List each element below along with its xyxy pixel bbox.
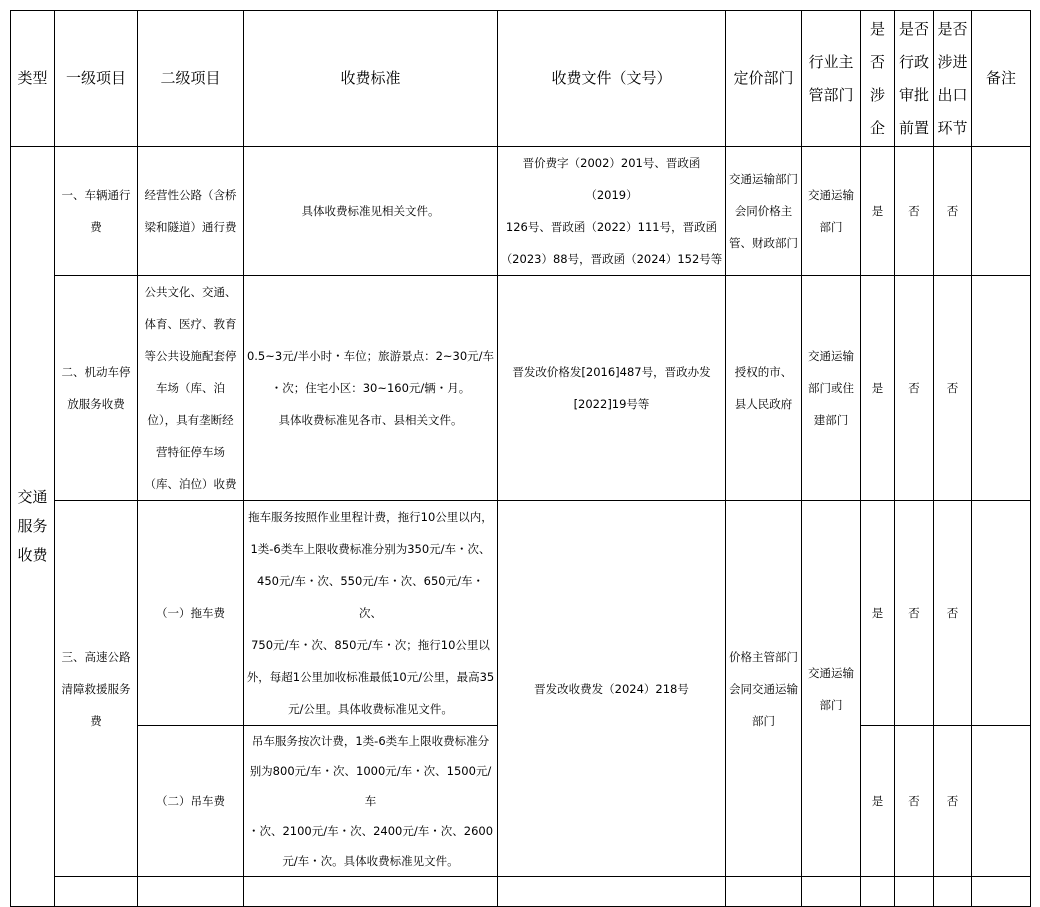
standard-cell: 具体收费标准见相关文件。 — [244, 147, 498, 276]
import-export-cell: 否 — [934, 147, 972, 276]
header-standard: 收费标准 — [244, 11, 498, 147]
table-row — [11, 276, 1031, 501]
header-type: 类型 — [11, 11, 55, 147]
partial-cell — [802, 877, 861, 907]
header-remarks: 备注 — [972, 11, 1031, 147]
header-import-export: 是否 涉进 出口 环节 — [934, 11, 972, 147]
header-pricing-dept: 定价部门 — [726, 11, 802, 147]
partial-cell — [972, 877, 1031, 907]
involve-enterprise-cell: 是 — [861, 726, 895, 877]
remarks-cell — [972, 726, 1031, 877]
partial-cell — [861, 877, 895, 907]
document-cell: 晋发改价格发[2016]487号，晋政办发 [2022]19号等 — [498, 276, 726, 501]
level2-cell: 公共文化、交通、 体育、医疗、教育 等公共设施配套停 车场（库、泊 位），具有垄断经 营特征停车场 （库、泊位）收费 — [138, 276, 244, 501]
involve-enterprise-cell: 是 — [861, 276, 895, 501]
table-row-partial — [11, 877, 1031, 907]
header-level1: 一级项目 — [55, 11, 138, 147]
fee-table — [10, 10, 1031, 907]
remarks-cell — [972, 276, 1031, 501]
level2-cell: （一）拖车费 — [138, 501, 244, 726]
partial-cell — [138, 877, 244, 907]
admin-approval-cell: 否 — [895, 726, 934, 877]
involve-enterprise-cell: 是 — [861, 501, 895, 726]
pricing-dept-cell: 交通运输部门 会同价格主 管、财政部门 — [726, 147, 802, 276]
document-cell: 晋发改收费发（2024）218号 — [498, 501, 726, 877]
import-export-cell: 否 — [934, 726, 972, 877]
industry-dept-cell: 交通运输 部门或住 建部门 — [802, 276, 861, 501]
partial-cell — [726, 877, 802, 907]
header-admin-approval: 是否 行政 审批 前置 — [895, 11, 934, 147]
level1-cell: 一、车辆通行 费 — [55, 147, 138, 276]
table-row — [11, 147, 1031, 276]
partial-cell — [498, 877, 726, 907]
level1-cell: 三、高速公路 清障救援服务 费 — [55, 501, 138, 877]
pricing-dept-cell: 价格主管部门 会同交通运输 部门 — [726, 501, 802, 877]
category-cell: 交通 服务 收费 — [11, 147, 55, 907]
partial-cell — [244, 877, 498, 907]
level2-cell: 经营性公路（含桥 梁和隧道）通行费 — [138, 147, 244, 276]
standard-cell: 0.5~3元/半小时・车位；旅游景点：2~30元/车 ・次；住宅小区：30~160元/辆・月。 具体收费标准见各市、县相关文件。 — [244, 276, 498, 501]
level2-cell: （二）吊车费 — [138, 726, 244, 877]
admin-approval-cell: 否 — [895, 276, 934, 501]
header-document: 收费文件（文号） — [498, 11, 726, 147]
header-level2: 二级项目 — [138, 11, 244, 147]
standard-cell: 拖车服务按照作业里程计费，拖行10公里以内， 1类-6类车上限收费标准分别为350元/车・次、 450元/车・次、550元/车・次、650元/车・次、 750元/车・次、850元/车・次；拖行10公里以 外，每超1公里加收标准最低10元/公里，最高35 元/公里。具体收费标准见文件。 — [244, 501, 498, 726]
remarks-cell — [972, 147, 1031, 276]
partial-cell — [55, 877, 138, 907]
header-industry-dept: 行业主 管部门 — [802, 11, 861, 147]
pricing-dept-cell: 授权的市、 县人民政府 — [726, 276, 802, 501]
admin-approval-cell: 否 — [895, 501, 934, 726]
header-row — [11, 11, 1031, 147]
header-involve-enterprise: 是否 涉企 — [861, 11, 895, 147]
involve-enterprise-cell: 是 — [861, 147, 895, 276]
industry-dept-cell: 交通运输 部门 — [802, 147, 861, 276]
partial-cell — [895, 877, 934, 907]
industry-dept-cell: 交通运输 部门 — [802, 501, 861, 877]
level1-cell: 二、机动车停 放服务收费 — [55, 276, 138, 501]
table-row — [11, 501, 1031, 726]
document-cell: 晋价费字（2002）201号、晋政函（2019） 126号、晋政函（2022）111号，晋政函 （2023）88号，晋政函（2024）152号等 — [498, 147, 726, 276]
remarks-cell — [972, 501, 1031, 726]
admin-approval-cell: 否 — [895, 147, 934, 276]
partial-cell — [934, 877, 972, 907]
import-export-cell: 否 — [934, 276, 972, 501]
standard-cell: 吊车服务按次计费，1类-6类车上限收费标准分 别为800元/车・次、1000元/车・次、1500元/车 ・次、2100元/车・次、2400元/车・次、2600 元/车・次。具体收费标准见文件。 — [244, 726, 498, 877]
import-export-cell: 否 — [934, 501, 972, 726]
